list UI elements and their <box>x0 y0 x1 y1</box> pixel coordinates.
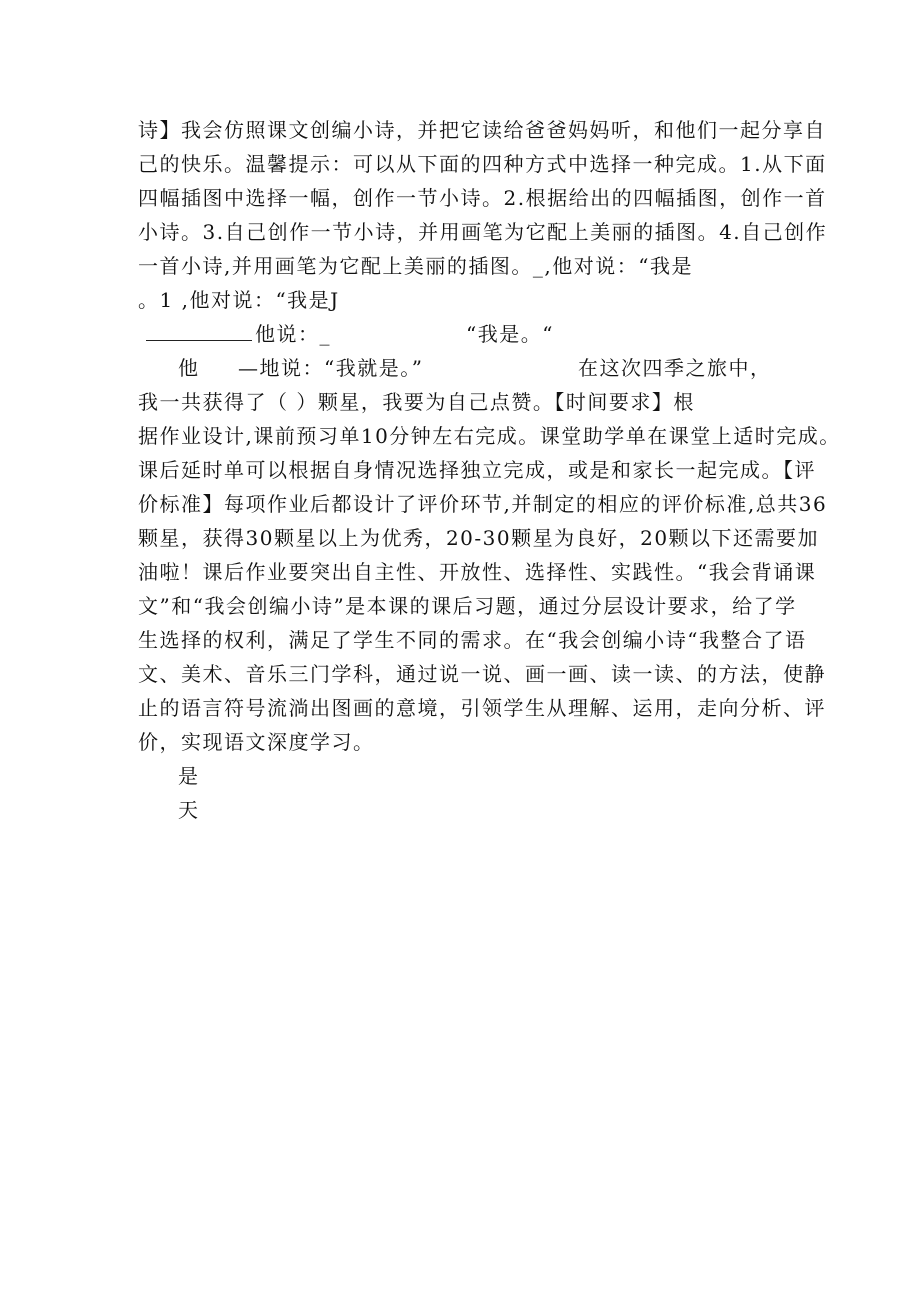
text-fragment: 是 <box>178 764 200 788</box>
text-line: 价标准】每项作业后都设计了评价环节,并制定的相应的评价标准,总共36 <box>138 492 828 516</box>
text-fragment: 天 <box>178 798 200 822</box>
text-line: 止的语言符号流淌出图画的意境，引领学生从理解、运用，走向分析、评 <box>138 696 826 720</box>
text-fragment: 他 <box>178 356 200 380</box>
fill-blank <box>146 321 252 347</box>
text-line: 油啦！课后作业要突出自主性、开放性、选择性、实践性。“我会背诵课 <box>138 560 817 584</box>
text-line: 小诗。3.自己创作一节小诗，并用画笔为它配上美丽的插图。4.自己创作 <box>138 220 828 244</box>
text-line: 文、美术、音乐三门学科，通过说一说、画一画、读一读、的方法，使静 <box>138 662 826 686</box>
text-line: 价，实现语文深度学习。 <box>138 730 375 754</box>
text-line: 。1 ,他对说：“我是J <box>138 288 340 312</box>
text-fragment: —地说：“我就是。” <box>238 356 424 380</box>
text-line: 课后延时单可以根据自身情况选择独立完成，或是和家长一起完成。【评 <box>138 458 816 482</box>
text-line: 我一共获得了（ ）颗星，我要为自己点赞。【时间要求】根 <box>138 390 695 414</box>
text-line: 颗星，获得30颗星以上为优秀，20-30颗星为良好，20颗以下还需要加 <box>138 526 820 550</box>
text-fragment: 在这次四季之旅中， <box>578 356 772 380</box>
text-fragment: “我是。“ <box>466 322 554 346</box>
blank-underline <box>146 322 252 341</box>
text-line: 四幅插图中选择一幅，创作一节小诗。2.根据给出的四幅插图，创作一首 <box>138 186 827 210</box>
text-line: 诗】我会仿照课文创编小诗，并把它读给爸爸妈妈听，和他们一起分享自 <box>138 118 826 142</box>
text-line: 据作业设计,课前预习单10分钟左右完成。课堂助学单在课堂上适时完成。 <box>138 424 841 448</box>
text-line: 生选择的权利，满足了学生不同的需求。在“我会创编小诗“我整合了语 <box>138 628 807 652</box>
text-fragment: 他说：_ <box>255 322 331 346</box>
text-line: 一首小诗,并用画笔为它配上美丽的插图。_,他对说：“我是 <box>138 254 693 278</box>
text-line: 文”和“我会创编小诗”是本课的课后习题，通过分层设计要求，给了学 <box>138 594 797 618</box>
text-line: 己的快乐。温馨提示：可以从下面的四种方式中选择一种完成。1.从下面 <box>138 152 827 176</box>
